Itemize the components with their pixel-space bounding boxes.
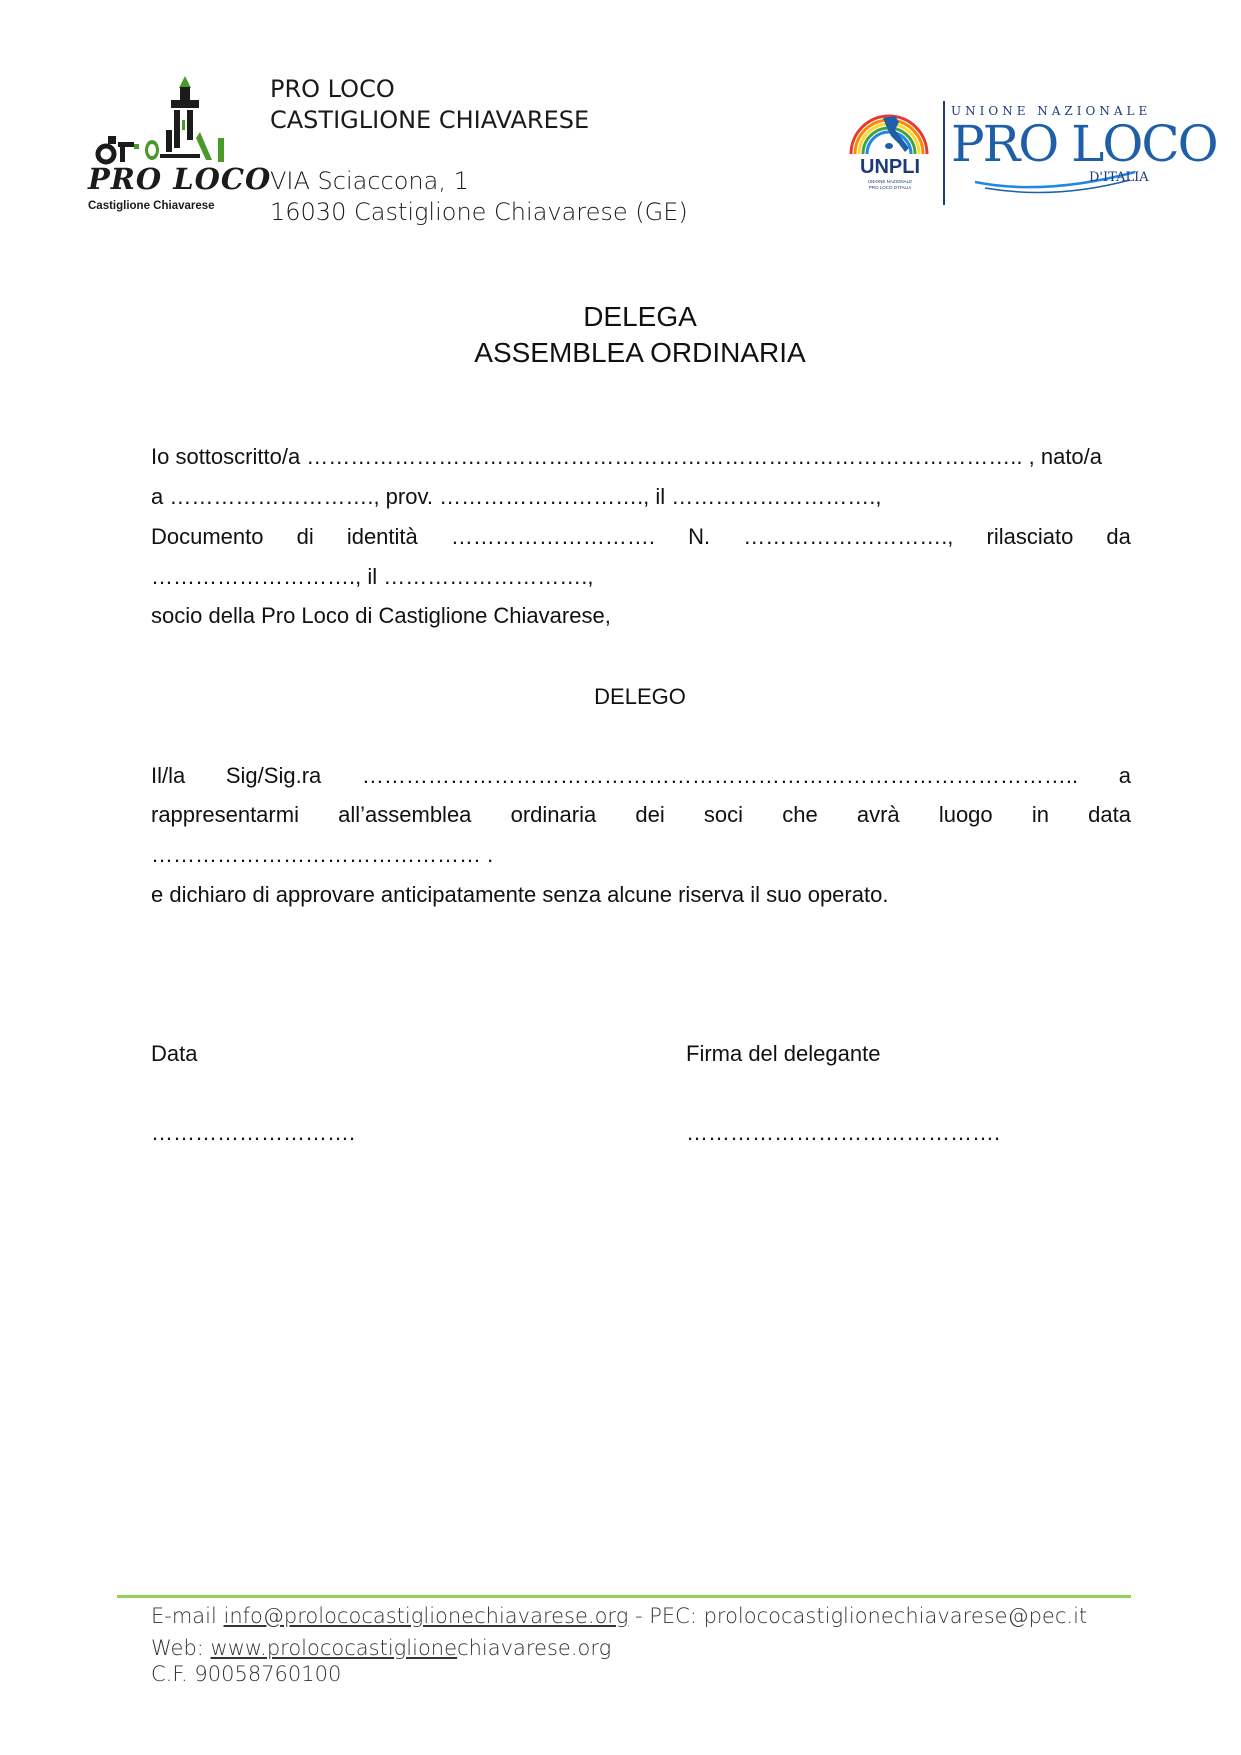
- logo-text-sub: Castiglione Chiavarese: [88, 200, 215, 212]
- date-label: Data: [151, 1041, 198, 1066]
- footer-divider: [117, 1595, 1131, 1598]
- word: in: [1031, 802, 1049, 827]
- pro-loco-brand-text: PRO LOCO: [951, 115, 1217, 173]
- word: ordinaria: [510, 802, 597, 827]
- word: soci: [703, 802, 744, 827]
- approval-statement: e dichiaro di approvare anticipatamente senza alcune riserva il suo operato.: [151, 882, 889, 907]
- word: dei: [635, 802, 665, 827]
- unpli-text: UNPLI: [860, 156, 920, 178]
- unione-nazionale-text: UNIONE NAZIONALE: [951, 104, 1152, 118]
- email-link[interactable]: info@prolococastiglionechiavarese.org: [223, 1604, 629, 1628]
- word: ……………………….: [450, 524, 655, 549]
- word: rilasciato: [986, 524, 1074, 549]
- word: Documento: [151, 524, 264, 549]
- issued-info-line: ………………………., il ……………………….,: [151, 564, 594, 589]
- unpli-subtext-2: PRO LOCO D'ITALIA: [868, 185, 912, 190]
- address-line1: VIA Sciaccona, 1: [270, 167, 469, 195]
- signature-field: …………………………………….: [686, 1120, 1001, 1145]
- word: rappresentarmi: [151, 802, 299, 827]
- meeting-date-line: ……………………………………… .: [151, 842, 494, 867]
- org-name-line1: PRO LOCO: [270, 75, 395, 103]
- word: Sig/Sig.ra: [225, 763, 322, 788]
- organization-address: [270, 166, 688, 228]
- word: luogo: [938, 802, 993, 827]
- org-name-line2: CASTIGLIONE CHIAVARESE: [270, 106, 590, 134]
- web-link[interactable]: www.prolococastiglione: [210, 1636, 458, 1660]
- organization-name: [270, 74, 589, 136]
- word: ……………………….,: [743, 524, 954, 549]
- footer-tax-code: C.F. 90058760100: [151, 1662, 342, 1686]
- unpli-subtext-1: UNIONE NAZIONALE: [867, 179, 913, 184]
- identity-document-line: [151, 524, 1131, 550]
- logo-text-main: PRO LOCO: [88, 162, 272, 196]
- web-rest: chiavarese.org: [457, 1636, 612, 1660]
- web-prefix: Web:: [151, 1636, 211, 1660]
- birth-info-line: a ………………………., prov. ………………………., il ……………………….,: [151, 484, 882, 509]
- word: a: [1118, 763, 1131, 788]
- word: all’assemblea: [338, 802, 472, 827]
- document-title: DELEGA: [583, 301, 697, 332]
- email-prefix: E-mail: [151, 1604, 224, 1628]
- footer-web-line: [151, 1635, 611, 1661]
- word: che: [782, 802, 818, 827]
- pec-text: - PEC: prolococastiglionechiavarese@pec.it: [628, 1604, 1088, 1628]
- word: di: [296, 524, 314, 549]
- ditalia-text: D'ITALIA: [1089, 170, 1149, 185]
- word: da: [1106, 524, 1131, 549]
- unpli-pro-loco-italia-logo: [845, 96, 1217, 212]
- pro-loco-castiglione-logo: [88, 70, 272, 230]
- membership-line: socio della Pro Loco di Castiglione Chiavarese,: [151, 603, 611, 628]
- word: Il/la: [151, 763, 186, 788]
- word: identità: [346, 524, 418, 549]
- signature-label: Firma del delegante: [686, 1041, 881, 1066]
- word: ……………………………………………………………………………………..: [361, 763, 1079, 788]
- footer-email-line: [151, 1603, 1087, 1629]
- delegate-name-line: [151, 763, 1131, 789]
- delego-heading: DELEGO: [594, 684, 686, 709]
- address-line2: 16030 Castiglione Chiavarese (GE): [270, 198, 688, 226]
- word: avrà: [856, 802, 900, 827]
- word: data: [1088, 802, 1131, 827]
- declarant-name-line: Io sottoscritto/a …………………………………………………………………………………….. , nato/a: [151, 444, 1103, 469]
- word: N.: [688, 524, 711, 549]
- representation-line: [151, 802, 1131, 828]
- document-subtitle: ASSEMBLEA ORDINARIA: [474, 337, 806, 368]
- date-field: ……………………….: [151, 1120, 356, 1145]
